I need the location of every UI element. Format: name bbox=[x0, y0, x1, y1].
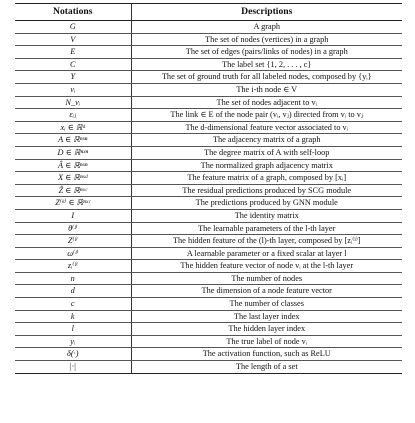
notation-cell: V bbox=[15, 33, 131, 46]
notation-cell: E bbox=[15, 46, 131, 59]
notation-cell: Z⁽ˡ⁾ bbox=[15, 235, 131, 248]
notation-column-header: Notations bbox=[15, 4, 131, 21]
notation-table-page bbox=[15, 3, 402, 374]
table-row bbox=[15, 323, 402, 336]
notation-cell: yᵢ bbox=[15, 335, 131, 348]
description-cell: A graph bbox=[131, 21, 402, 34]
table-row bbox=[15, 298, 402, 311]
description-cell: A learnable parameter or a fixed scalar at layer l bbox=[131, 247, 402, 260]
description-cell: The identity matrix bbox=[131, 209, 402, 222]
table-row bbox=[15, 146, 402, 159]
description-cell: The d-dimensional feature vector associated to vᵢ bbox=[131, 121, 402, 134]
description-column-header: Descriptions bbox=[131, 4, 402, 21]
notation-cell: δ(·) bbox=[15, 348, 131, 361]
description-cell: The link ∈ E of the node pair (vᵢ, vⱼ) directed from vᵢ to vⱼ bbox=[131, 109, 402, 122]
notation-cell: l bbox=[15, 323, 131, 336]
table-row bbox=[15, 71, 402, 84]
notation-cell: D ∈ ℝⁿˣⁿ bbox=[15, 146, 131, 159]
notation-cell: vᵢ bbox=[15, 83, 131, 96]
description-cell: The hidden feature of the (l)-th layer, composed by [zᵢ⁽ˡ⁾] bbox=[131, 235, 402, 248]
notation-cell: εᵢⱼ bbox=[15, 109, 131, 122]
notation-cell: Â ∈ ℝⁿˣⁿ bbox=[15, 159, 131, 172]
table-row bbox=[15, 197, 402, 210]
table-row bbox=[15, 83, 402, 96]
description-cell: The true label of node vᵢ bbox=[131, 335, 402, 348]
notation-cell: Ẑ ∈ ℝⁿˣᶜ bbox=[15, 184, 131, 197]
description-cell: The residual predictions produced by SCG module bbox=[131, 184, 402, 197]
description-cell: The i-th node ∈ V bbox=[131, 83, 402, 96]
table-row bbox=[15, 335, 402, 348]
table-row bbox=[15, 222, 402, 235]
notation-cell: θ⁽ˡ⁾ bbox=[15, 222, 131, 235]
description-cell: The length of a set bbox=[131, 361, 402, 374]
table-row bbox=[15, 121, 402, 134]
notation-cell: zᵢ⁽ˡ⁾ bbox=[15, 260, 131, 273]
table-row bbox=[15, 247, 402, 260]
description-cell: The dimension of a node feature vector bbox=[131, 285, 402, 298]
table-row bbox=[15, 172, 402, 185]
notation-cell: c bbox=[15, 298, 131, 311]
table-row bbox=[15, 96, 402, 109]
description-cell: The last layer index bbox=[131, 310, 402, 323]
table-row bbox=[15, 184, 402, 197]
table-body bbox=[15, 21, 402, 374]
notation-table bbox=[15, 3, 402, 374]
notation-cell: xᵢ ∈ ℝᵈ bbox=[15, 121, 131, 134]
description-cell: The predictions produced by GNN module bbox=[131, 197, 402, 210]
table-row bbox=[15, 21, 402, 34]
description-cell: The hidden layer index bbox=[131, 323, 402, 336]
description-cell: The feature matrix of a graph, composed by [xᵢ] bbox=[131, 172, 402, 185]
notation-cell: N_vᵢ bbox=[15, 96, 131, 109]
description-cell: The label set {1, 2, . . . , c} bbox=[131, 58, 402, 71]
table-row bbox=[15, 310, 402, 323]
description-cell: The hidden feature vector of node vᵢ at the l-th layer bbox=[131, 260, 402, 273]
description-cell: The adjacency matrix of a graph bbox=[131, 134, 402, 147]
table-row bbox=[15, 235, 402, 248]
description-cell: The set of nodes (vertices) in a graph bbox=[131, 33, 402, 46]
table-row bbox=[15, 58, 402, 71]
notation-cell: G bbox=[15, 21, 131, 34]
description-cell: The set of edges (pairs/links of nodes) in a graph bbox=[131, 46, 402, 59]
table-row bbox=[15, 348, 402, 361]
table-row bbox=[15, 109, 402, 122]
table-row bbox=[15, 46, 402, 59]
table-row bbox=[15, 33, 402, 46]
table-row bbox=[15, 209, 402, 222]
notation-cell: d bbox=[15, 285, 131, 298]
notation-cell: Z⁽ᵏ⁾ ∈ ℝⁿˣᶜ bbox=[15, 197, 131, 210]
description-cell: The learnable parameters of the l-th layer bbox=[131, 222, 402, 235]
table-row bbox=[15, 361, 402, 374]
description-cell: The normalized graph adjacency matrix bbox=[131, 159, 402, 172]
notation-cell: X ∈ ℝⁿˣᵈ bbox=[15, 172, 131, 185]
description-cell: The number of classes bbox=[131, 298, 402, 311]
description-cell: The activation function, such as ReLU bbox=[131, 348, 402, 361]
notation-cell: ω⁽ˡ⁾ bbox=[15, 247, 131, 260]
notation-cell: k bbox=[15, 310, 131, 323]
description-cell: The set of nodes adjacent to vᵢ bbox=[131, 96, 402, 109]
table-row bbox=[15, 285, 402, 298]
table-row bbox=[15, 260, 402, 273]
notation-cell: |·| bbox=[15, 361, 131, 374]
notation-cell: C bbox=[15, 58, 131, 71]
notation-cell: n bbox=[15, 272, 131, 285]
table-row bbox=[15, 272, 402, 285]
description-cell: The set of ground truth for all labeled nodes, composed by {yᵢ} bbox=[131, 71, 402, 84]
description-cell: The number of nodes bbox=[131, 272, 402, 285]
notation-cell: I bbox=[15, 209, 131, 222]
notation-cell: A ∈ ℝⁿˣⁿ bbox=[15, 134, 131, 147]
table-header-row bbox=[15, 4, 402, 21]
notation-cell: Y bbox=[15, 71, 131, 84]
table-row bbox=[15, 159, 402, 172]
description-cell: The degree matrix of A with self-loop bbox=[131, 146, 402, 159]
table-row bbox=[15, 134, 402, 147]
